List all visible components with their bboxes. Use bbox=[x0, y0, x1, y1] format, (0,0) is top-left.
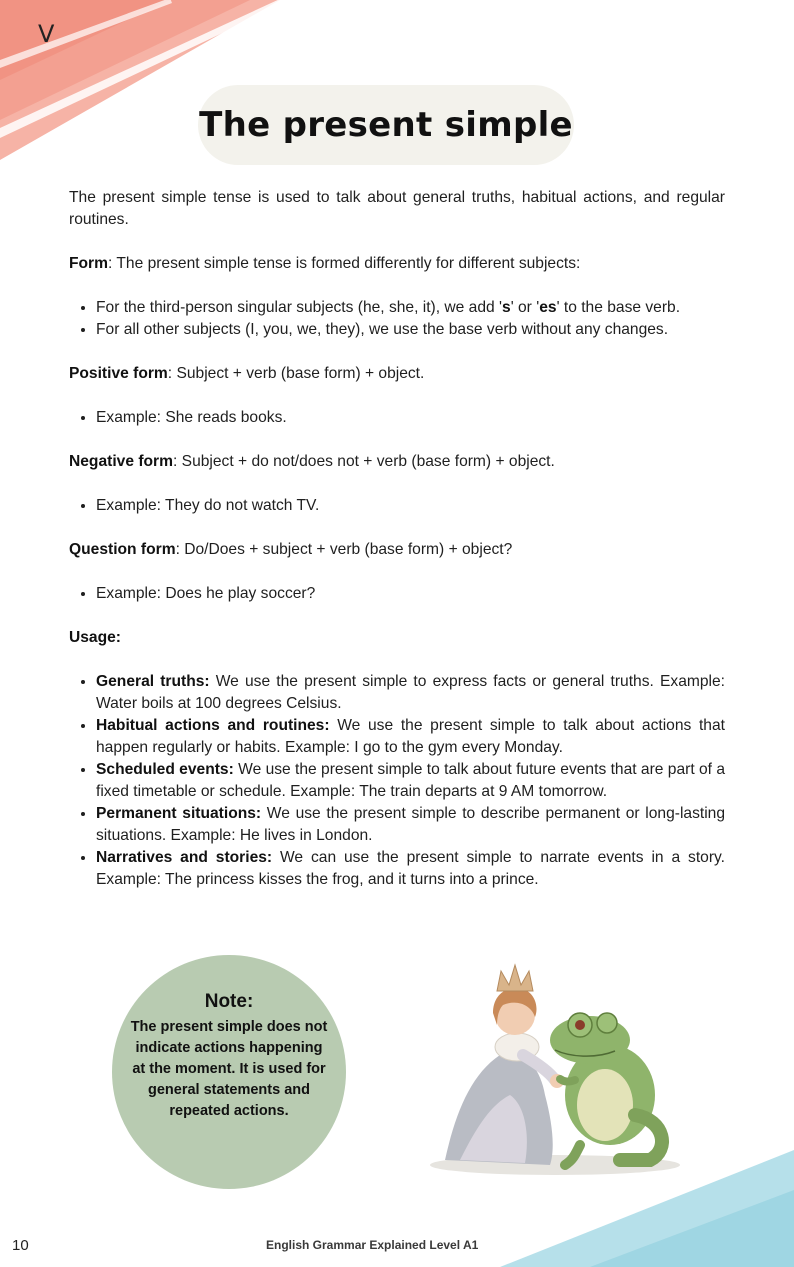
footer-book-title: English Grammar Explained Level A1 bbox=[266, 1238, 479, 1252]
suffix-s: s bbox=[502, 299, 511, 316]
negative-paragraph: Negative form: Subject + do not/does not + verb (base form) + object. bbox=[69, 453, 555, 470]
list-item: • General truths: We use the present simple to express facts or general truths. Example: Water boils at 100 degrees Celsius. bbox=[96, 671, 725, 715]
title-pill bbox=[198, 85, 574, 165]
list-item: • Habitual actions and routines: We use the present simple to talk about actions that happen regularly or habits. Example: I go to the gym every Monday. bbox=[96, 715, 725, 759]
note-title: Note: bbox=[204, 991, 254, 1012]
usage-list bbox=[69, 671, 725, 891]
form-list bbox=[69, 297, 725, 341]
note-text: The present simple does not indicate actions happening at the moment. It is used for general statements and repeated actions. bbox=[130, 1019, 328, 1119]
list-item: • For the third-person singular subjects (he, she, it), we add 's' or 'es' to the base verb. bbox=[96, 297, 725, 319]
negative-label: Negative form bbox=[69, 453, 173, 470]
list-item: • Example: Does he play soccer? bbox=[96, 583, 725, 605]
list-item: • Scheduled events: We use the present simple to talk about future events that are part of a fixed timetable or schedule. Example: The train departs at 9 AM tomorrow. bbox=[96, 759, 725, 803]
list-item: • Example: She reads books. bbox=[96, 407, 725, 429]
main-content bbox=[69, 187, 725, 891]
positive-example-list bbox=[69, 407, 725, 429]
page-letter: V bbox=[38, 20, 55, 48]
form-label: Form bbox=[69, 255, 108, 272]
suffix-es: es bbox=[539, 299, 557, 316]
page-number: 10 bbox=[12, 1237, 29, 1254]
question-example-list bbox=[69, 583, 725, 605]
positive-paragraph: Positive form: Subject + verb (base form) + object. bbox=[69, 365, 425, 382]
form-paragraph bbox=[69, 253, 725, 275]
usage-heading: Usage: bbox=[69, 629, 121, 646]
negative-example-list bbox=[69, 495, 725, 517]
list-item: • Narratives and stories: We can use the present simple to narrate events in a story. Example: The princess kisses the frog, and it turns into a prince. bbox=[96, 847, 725, 891]
page-title: The present simple bbox=[199, 105, 573, 145]
positive-label: Positive form bbox=[69, 365, 168, 382]
list-item: • For all other subjects (I, you, we, they), we use the base verb without any changes. bbox=[96, 319, 725, 341]
note-circle bbox=[112, 955, 346, 1189]
form-text: : The present simple tense is formed differently for different subjects: bbox=[107, 255, 581, 272]
list-item: • Permanent situations: We use the present simple to describe permanent or long-lasting situations. Example: He lives in London. bbox=[96, 803, 725, 847]
question-paragraph: Question form: Do/Does + subject + verb (base form) + object? bbox=[69, 541, 513, 558]
intro-paragraph: The present simple tense is used to talk about general truths, habitual actions, and regular routines. bbox=[69, 189, 725, 228]
corner-decoration-bottom bbox=[470, 1150, 794, 1267]
question-label: Question form bbox=[69, 541, 176, 558]
list-item: • Example: They do not watch TV. bbox=[96, 495, 725, 517]
